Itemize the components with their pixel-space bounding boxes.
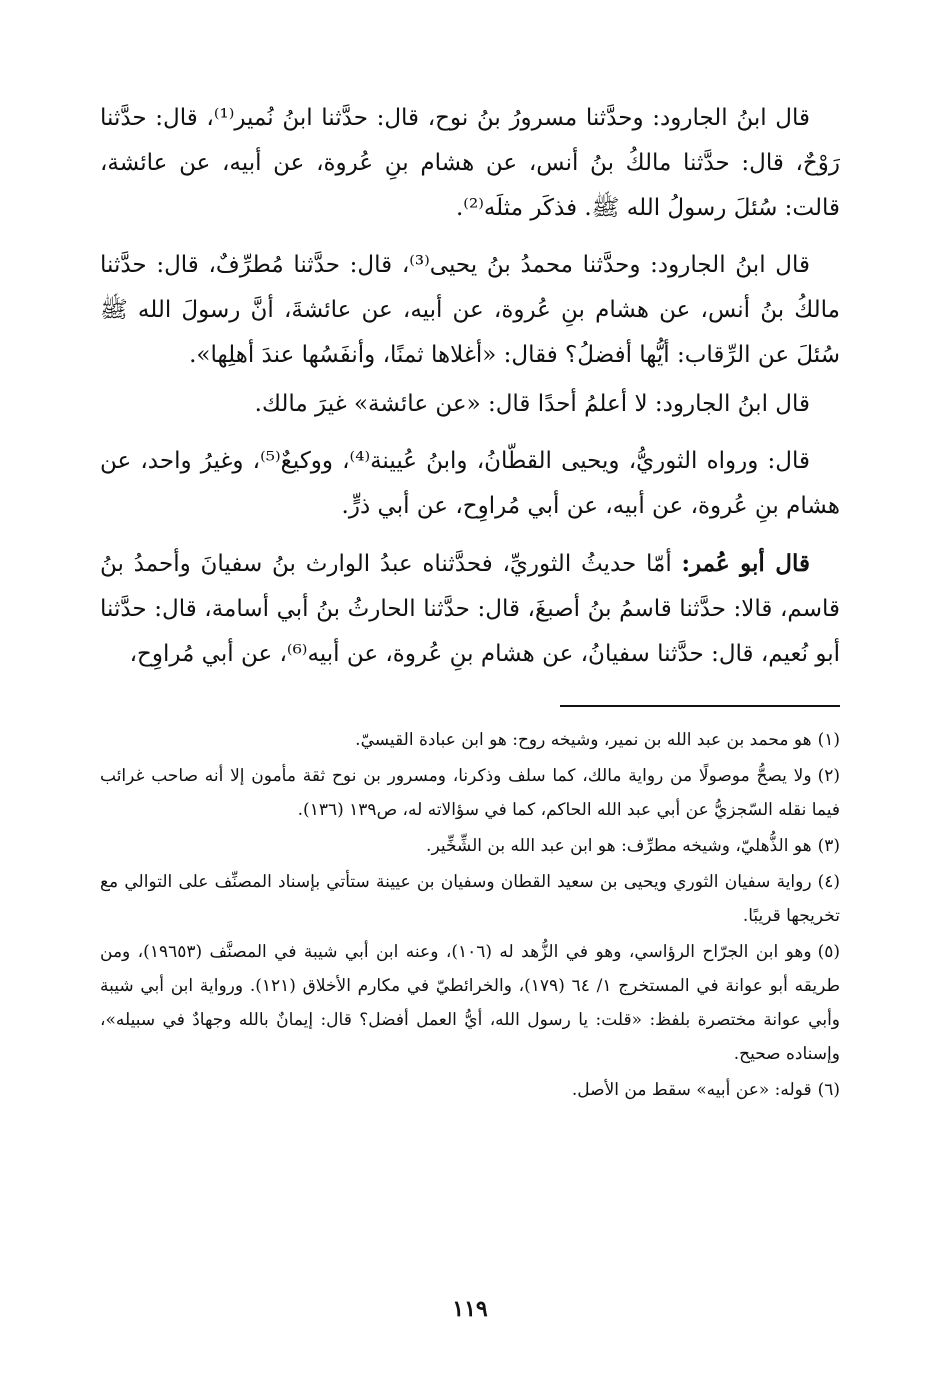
footnotes-section <box>100 723 840 1107</box>
paragraph-2 <box>100 243 840 378</box>
footnote-number: (٦) <box>817 1080 840 1100</box>
footnote-separator <box>560 705 840 707</box>
paragraph-3 <box>100 382 840 427</box>
footnote-2 <box>100 759 840 827</box>
main-text-body <box>100 96 840 677</box>
footnote-number: (٣) <box>817 836 840 856</box>
footnote-text: قوله: «عن أبيه» سقط من الأصل. <box>571 1080 812 1100</box>
paragraph-5 <box>100 541 840 677</box>
paragraph-text: قال ابنُ الجارود: لا أعلمُ أحدًا قال: «عن عائشة» غيرَ مالك. <box>254 391 810 417</box>
paragraph-text: قال ابنُ الجارود: وحدَّثنا محمدُ بنُ يحيى⁽³⁾، قال: حدَّثنا مُطرِّفٌ، قال: حدَّثنا مالكُ بنُ أنس، عن هشام بنِ عُروة، عن أبيه، عن عائشةَ، أنَّ رسولَ الله ﷺ سُئلَ عن الرِّقاب: أيُّها أفضلُ؟ فقال: «أغلاها ثمنًا، وأنفَسُها عندَ أهلِها». <box>100 252 840 368</box>
footnote-number: (١) <box>817 730 840 750</box>
footnote-text: رواية سفيان الثوري ويحيى بن سعيد القطان وسفيان بن عيينة ستأتي بإسناد المصنِّف على التوالي مع تخريجها قريبًا. <box>100 872 840 926</box>
footnote-number: (٢) <box>817 766 840 786</box>
paragraph-text: قال: ورواه الثوريُّ، ويحيى القطّانُ، وابنُ عُيينة⁽⁴⁾، ووكيعٌ⁽⁵⁾، وغيرُ واحد، عن هشام بنِ عُروة، عن أبيه، عن أبي مُراوِح، عن أبي ذرٍّ. <box>100 448 840 519</box>
footnote-text: وهو ابن الجرّاح الرؤاسي، وهو في الزُّهد له (١٠٦)، وعنه ابن أبي شيبة في المصنَّف (١٩٦٥٣)، ومن طريقه أبو عوانة في المستخرج ١/ ٦٤ (١٧٩)، والخرائطيّ في مكارم الأخلاق (١٢١). ورواية ابن أبي شيبة وأبي عوانة مختصرة بلفظ: «قلت: يا رسول الله، أيُّ العمل أفضل؟ قال: إيمانٌ بالله وجهادٌ في سبيله»، وإسناده صحيح. <box>100 942 840 1064</box>
page-number: ١١٩ <box>452 1296 488 1322</box>
paragraph-1 <box>100 96 840 231</box>
footnote-1 <box>100 723 840 757</box>
paragraph-4 <box>100 439 840 529</box>
footnote-number: (٥) <box>817 942 841 962</box>
paragraph-text: قال ابنُ الجارود: وحدَّثنا مسرورُ بنُ نوح، قال: حدَّثنا ابنُ نُمير⁽¹⁾، قال: حدَّثنا رَوْحٌ، قال: حدَّثنا مالكُ بنُ أنس، عن هشام بنِ عُروة، عن أبيه، عن عائشة، قالت: سُئلَ رسولُ الله ﷺ. فذكَر مثلَه⁽²⁾. <box>100 105 840 221</box>
footnote-text: هو محمد بن عبد الله بن نمير، وشيخه روح: هو ابن عبادة القيسيّ. <box>355 730 812 750</box>
footnote-5 <box>100 935 840 1071</box>
footnote-text: ولا يصحُّ موصولًا من رواية مالك، كما سلف وذكرنا، ومسرور بن نوح ثقة مأمون إلا أنه صاحب غرائب فيما نقله السّجزيُّ عن أبي عبد الله الحاكم، كما في سؤالاته له، ص١٣٩ (١٣٦). <box>100 766 840 820</box>
document-page <box>100 96 840 1336</box>
footnote-3 <box>100 829 840 863</box>
footnote-text: هو الذُّهليّ، وشيخه مطرِّف: هو ابن عبد الله بن الشِّخِّير. <box>426 836 812 856</box>
footnote-4 <box>100 865 840 933</box>
footnote-number: (٤) <box>817 872 840 892</box>
footnote-6 <box>100 1073 840 1107</box>
paragraph-lead: قال أبو عُمر: <box>681 550 810 577</box>
paragraph-text: أمّا حديثُ الثوريِّ، فحدَّثناه عبدُ الوارث بنُ سفيانَ وأحمدُ بنُ قاسم، قالا: حدَّثنا قاسمُ بنُ أصبغَ، قال: حدَّثنا الحارثُ بنُ أبي أسامة، قال: حدَّثنا أبو نُعيم، قال: حدَّثنا سفيانُ، عن هشام بنِ عُروة، عن أبيه⁽⁶⁾، عن أبي مُراوِح، <box>100 551 840 667</box>
